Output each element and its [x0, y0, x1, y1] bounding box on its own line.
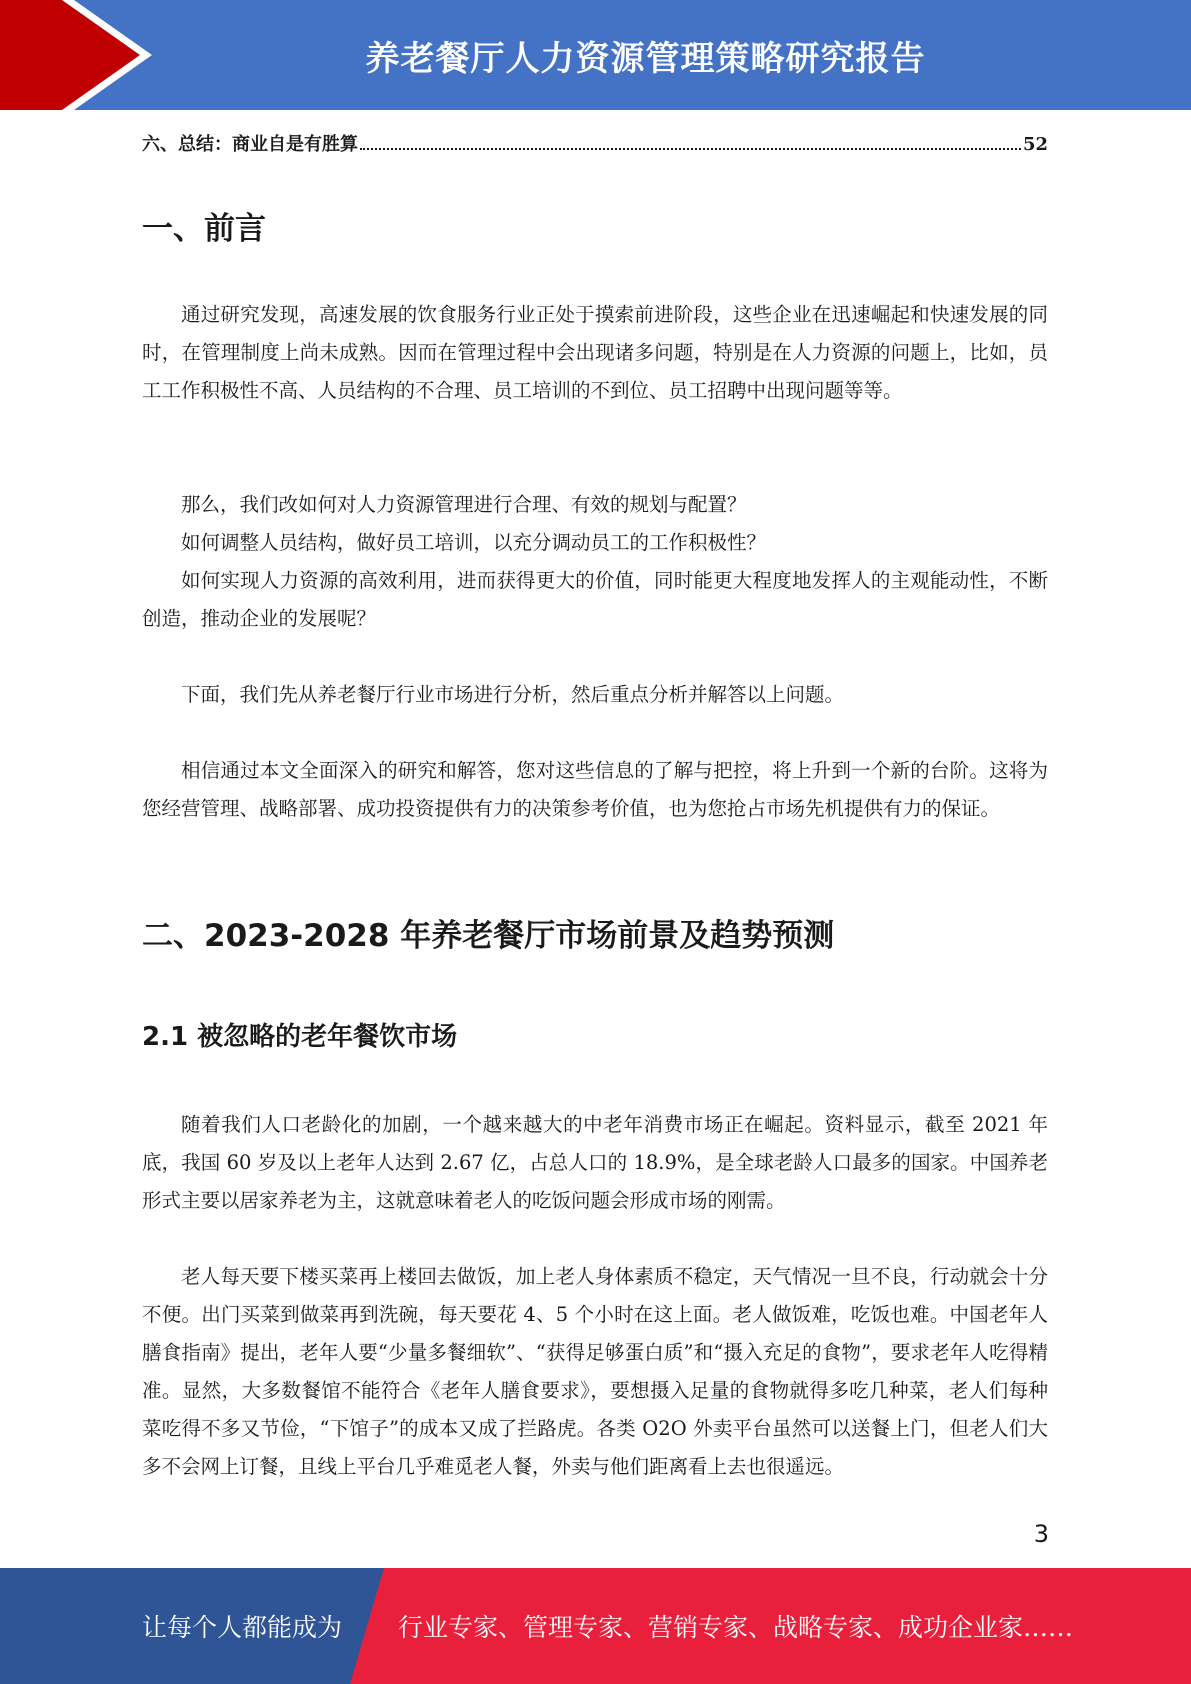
toc-entry[interactable] [142, 130, 1048, 156]
paragraph: 那么，我们改如何对人力资源管理进行合理、有效的规划与配置？ [181, 493, 747, 516]
header-arrow-decoration [0, 0, 160, 110]
page-footer [0, 1568, 1191, 1684]
toc-leader-dots [360, 148, 1021, 150]
paragraph: 如何调整人员结构，做好员工培训，以充分调动员工的工作积极性？ [181, 531, 767, 554]
report-title: 养老餐厅人力资源管理策略研究报告 [365, 38, 926, 79]
subsection-heading: 2.1 被忽略的老年餐饮市场 [142, 1022, 458, 1052]
paragraph: 随着我们人口老龄化的加剧，一个越来越大的中老年消费市场正在崛起。资料显示，截至 2021 年底，我国 60 岁及以上老年人达到 2.67 亿，占总人口的 18.9%，是全球老龄人口最多的国家。中国养老形式主要以居家养老为主，这就意味着老人的吃饭问题会形成市场的刚需。 [142, 1113, 1048, 1212]
page-header [0, 0, 1191, 110]
section-heading-market-forecast: 二、2023-2028 年养老餐厅市场前景及趋势预测 [142, 918, 835, 954]
paragraph: 如何实现人力资源的高效利用，进而获得更大的价值，同时能更大程度地发挥人的主观能动性，不断创造，推动企业的发展呢？ [142, 569, 1048, 630]
toc-entry-label: 六、总结：商业自是有胜算 [142, 134, 358, 155]
footer-slogan-right: 行业专家、管理专家、营销专家、战略专家、成功企业家…… [398, 1613, 1074, 1642]
paragraph: 相信通过本文全面深入的研究和解答，您对这些信息的了解与把控，将上升到一个新的台阶。这将为您经营管理、战略部署、成功投资提供有力的决策参考价值，也为您抢占市场先机提供有力的保证。 [142, 759, 1048, 820]
paragraph: 下面，我们先从养老餐厅行业市场进行分析，然后重点分析并解答以上问题。 [181, 683, 845, 706]
toc-entry-page: 52 [1022, 134, 1048, 155]
paragraph: 老人每天要下楼买菜再上楼回去做饭，加上老人身体素质不稳定，天气情况一旦不良，行动就会十分不便。出门买菜到做菜再到洗碗，每天要花 4、5 个小时在这上面。老人做饭难，吃饭也难。中国老年人膳食指南》提出，老年人要“少量多餐细软”、“获得足够蛋白质”和“摄入充足的食物”，要求老年人吃得精准。显然，大多数餐馆不能符合《老年人膳食要求》，要想摄入足量的食物就得多吃几种菜，老人们每种菜吃得不多又节俭，“下馆子”的成本又成了拦路虎。各类 O2O 外卖平台虽然可以送餐上门，但老人们大多不会网上订餐，且线上平台几乎难觅老人餐，外卖与他们距离看上去也很遥远。 [142, 1265, 1048, 1478]
paragraph: 通过研究发现，高速发展的饮食服务行业正处于摸索前进阶段，这些企业在迅速崛起和快速发展的同时，在管理制度上尚未成熟。因而在管理过程中会出现诸多问题，特别是在人力资源的问题上，比如，员工工作积极性不高、人员结构的不合理、员工培训的不到位、员工招聘中出现问题等等。 [142, 303, 1048, 402]
page-number: 3 [1033, 1520, 1049, 1548]
footer-slogan-left: 让每个人都能成为 [142, 1613, 343, 1642]
section-heading-preface: 一、前言 [142, 211, 266, 247]
